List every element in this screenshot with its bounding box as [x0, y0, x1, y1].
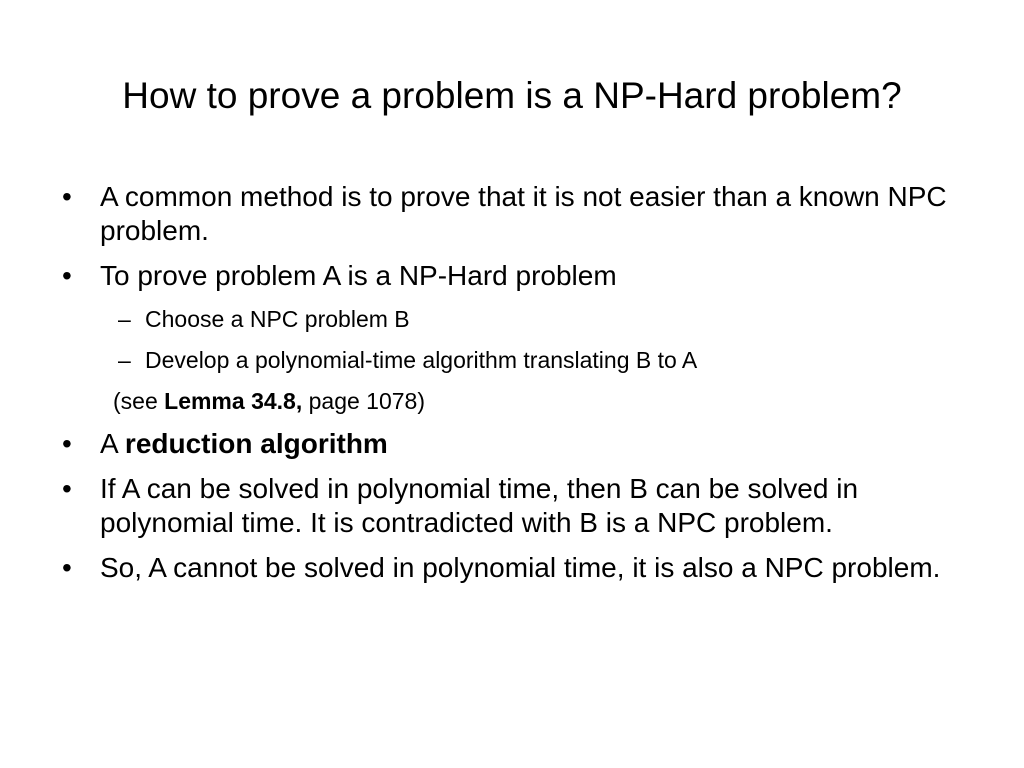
slide-title: How to prove a problem is a NP-Hard problem?: [122, 75, 902, 116]
bullet-icon: •: [62, 260, 72, 291]
bullet-icon: •: [62, 552, 72, 583]
note-prefix: (see: [113, 388, 165, 414]
bullet-item: [60, 427, 970, 461]
bullet-text: A common method is to prove that it is not easier than a known NPC problem.: [100, 181, 947, 246]
reference-note: [60, 386, 970, 416]
sub-bullet-text: Choose a NPC problem B: [145, 306, 410, 332]
lemma-reference: Lemma 34.8,: [164, 388, 303, 414]
bullet-item: [60, 180, 970, 248]
bullet-text-prefix: A: [100, 428, 125, 459]
bullet-item: [60, 551, 970, 585]
bullet-item: [60, 472, 970, 540]
dash-icon: –: [118, 347, 131, 373]
sub-bullet-item: [60, 345, 970, 375]
note-suffix: page 1078): [302, 388, 426, 414]
bullet-text: To prove problem A is a NP-Hard problem: [100, 260, 617, 291]
reduction-algorithm-term: reduction algorithm: [124, 428, 388, 459]
bullet-item: [60, 259, 970, 293]
slide-body: [60, 180, 970, 596]
bullet-text: If A can be solved in polynomial time, then B can be solved in polynomial time. It is contradicted with B is a NPC problem.: [100, 473, 859, 538]
bullet-icon: •: [62, 428, 72, 459]
sub-bullet-text: Develop a polynomial-time algorithm translating B to A: [145, 347, 698, 373]
bullet-icon: •: [62, 181, 72, 212]
bullet-icon: •: [62, 473, 72, 504]
dash-icon: –: [118, 306, 131, 332]
bullet-text: So, A cannot be solved in polynomial time, it is also a NPC problem.: [100, 552, 941, 583]
sub-bullet-item: [60, 304, 970, 334]
